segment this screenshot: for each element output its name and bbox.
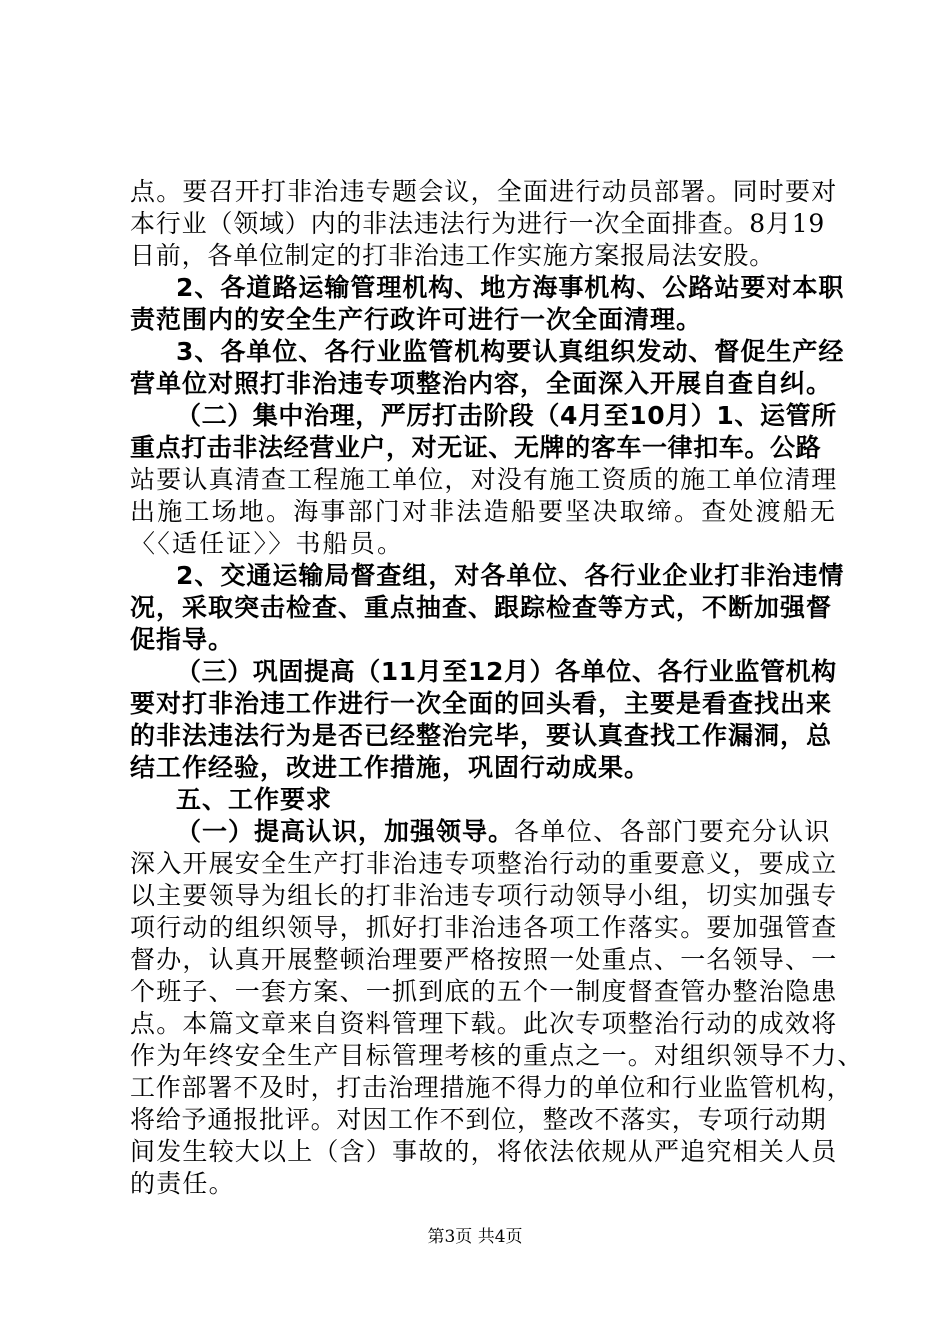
- body-line-27: 点。本篇文章来自资料管理下载。此次专项整治行动的成效将: [130, 1009, 838, 1038]
- body-line-9: 重点打击非法经营业户，对无证、无牌的客车一律扣车。公路: [130, 433, 822, 462]
- body-line-32: 的责任。: [130, 1169, 235, 1198]
- subsection-text: 各单位、各部门要充分认识: [514, 817, 831, 846]
- body-line-1: 点。要召开打非治违专题会议，全面进行动员部署。同时要对: [130, 177, 838, 206]
- body-line-12: 〈〈适任证〉〉书船员。: [130, 529, 405, 558]
- body-line-23: 以主要领导为组长的打非治违专项行动领导小组，切实加强专: [130, 881, 838, 910]
- body-line-26: 个班子、一套方案、一抓到底的五个一制度督查管办整治隐患: [130, 977, 838, 1006]
- body-line-25: 督办，认真开展整顿治理要严格按照一处重点、一名领导、一: [130, 945, 838, 974]
- body-line-16: （三）巩固提高（11月至12月）各单位、各行业监管机构: [176, 657, 837, 686]
- body-line-21: [176, 816, 831, 848]
- page-number-footer: 第3页 共4页: [427, 1227, 523, 1247]
- body-line-8: （二）集中治理，严厉打击阶段（4月至10月）1、运管所: [176, 401, 837, 430]
- body-line-11: 出施工场地。海事部门对非法造船要坚决取缔。查处渡船无: [130, 497, 838, 526]
- body-line-4: 2、各道路运输管理机构、地方海事机构、公路站要对本职: [176, 273, 845, 302]
- body-line-10: 站要认真清查工程施工单位，对没有施工资质的施工单位清理: [130, 465, 838, 494]
- body-line-15: 促指导。: [130, 625, 235, 654]
- body-line-6: 3、各单位、各行业监管机构要认真组织发动、督促生产经: [176, 337, 845, 366]
- section-heading: 五、工作要求: [176, 785, 333, 814]
- body-line-18: 的非法违法行为是否已经整治完毕，要认真查找工作漏洞，总: [130, 721, 833, 750]
- body-line-29: 工作部署不及时，打击治理措施不得力的单位和行业监管机构，: [130, 1073, 853, 1102]
- body-line-5: 责范围内的安全生产行政许可进行一次全面清理。: [130, 305, 703, 334]
- body-line-7: 营单位对照打非治违专项整治内容，全面深入开展自查自纠。: [130, 369, 833, 398]
- body-line-24: 项行动的组织领导，抓好打非治违各项工作落实。要加强管查: [130, 913, 838, 942]
- body-line-17: 要对打非治违工作进行一次全面的回头看，主要是看查找出来: [130, 689, 833, 718]
- body-line-30: 将给予通报批评。对因工作不到位，整改不落实，专项行动期: [130, 1105, 827, 1134]
- body-line-28: 作为年终安全生产目标管理考核的重点之一。对组织领导不力、: [130, 1041, 864, 1070]
- body-line-14: 况，采取突击检查、重点抽查、跟踪检查等方式，不断加强督: [130, 593, 833, 622]
- body-line-2: 本行业（领域）内的非法违法行为进行一次全面排查。8月19: [130, 209, 826, 238]
- subsection-heading: （一）提高认识，加强领导。: [176, 817, 515, 846]
- body-line-13: 2、交通运输局督查组，对各单位、各行业企业打非治违情: [176, 561, 845, 590]
- body-line-22: 深入开展安全生产打非治违专项整治行动的重要意义，要成立: [130, 849, 838, 878]
- body-line-19: 结工作经验，改进工作措施，巩固行动成果。: [130, 753, 651, 782]
- body-line-31: 间发生较大以上（含）事故的，将依法依规从严追究相关人员: [130, 1137, 838, 1166]
- body-line-3: 日前，各单位制定的打非治违工作实施方案报局法安股。: [130, 241, 776, 270]
